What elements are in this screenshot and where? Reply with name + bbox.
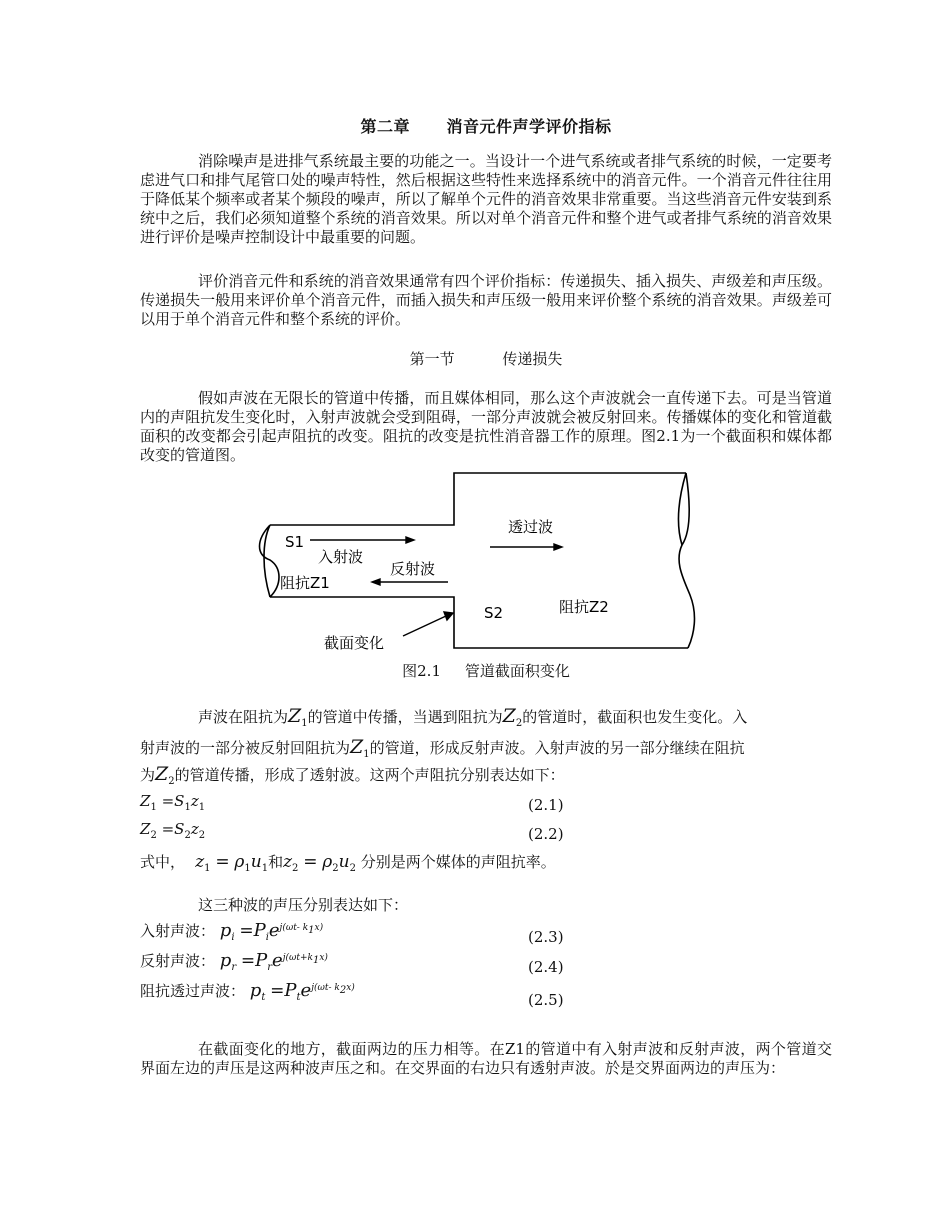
pipe-diagram — [258, 470, 698, 655]
equation-2-2: $Z_2 =S_2z_2$ — [140, 820, 206, 841]
label-z1: 阻抗Z1 — [280, 574, 330, 592]
equation-number-2-3: (2.3) — [528, 928, 564, 946]
p4-line-1: 声波在阻抗为$Z_1$的管道中传播，当遇到阻抗为$Z_2$的管道时，截面积也发生变化。入 — [198, 705, 748, 729]
paragraph-indicators: 评价消音元件和系统的消音效果通常有四个评价指标：传递损失、插入损失、声级差和声压级。传递损失一般用来评价单个消音元件，而插入损失和声压级一般用来评价整个系统的消音效果。声级差可以用于单个消音元件和整个系统的评价。 — [140, 272, 832, 328]
left-pipe-end — [260, 525, 280, 597]
right-pipe-end — [679, 473, 695, 648]
equation-2-1: $Z_1 =S_1z_1$ — [140, 792, 206, 813]
p5-line: 式中， $z_1 = \rho_1u_1$和$z_2 = \rho_2u_2$ 分别是两个媒体的声阻抗率。 — [140, 852, 556, 874]
label-incident-wave: 入射波 — [318, 548, 364, 566]
equation-number-2-5: (2.5) — [528, 991, 564, 1009]
paragraph-propagation: 假如声波在无限长的管道中传播，而且媒体相同，那么这个声波就会一直传递下去。可是当管道内的声阻抗发生变化时，入射声波就会受到阻碍，一部分声波就会被反射回来。传播媒体的变化和管道截面积的改变都会引起声阻抗的改变。阻抗的改变是抗性消音器工作的原理。图2.1为一个截面积和媒体都改变的管道图。 — [140, 389, 832, 464]
equation-number-2-2: (2.2) — [528, 825, 564, 843]
paragraph-interface: 在截面变化的地方，截面两边的压力相等。在Z1的管道中有入射声波和反射声波，两个管道交界面左边的声压是这两种波声压之和。在交界面的右边只有透射声波。於是交界面两边的声压为： — [140, 1040, 832, 1077]
equation-number-2-4: (2.4) — [528, 958, 564, 976]
equation-number-2-1: (2.1) — [528, 796, 564, 814]
p4-line-3: 为$Z_2$的管道传播，形成了透射波。这两个声阻抗分别表达如下： — [140, 763, 565, 787]
label-transmitted-wave: 透过波 — [508, 518, 554, 536]
figure-caption: 图2.1 管道截面积变化 — [402, 662, 570, 680]
equation-2-3: 入射声波： $p_i =P_ie^{j(\omega t- k_1x)}$ — [140, 920, 324, 943]
label-reflected-wave: 反射波 — [390, 560, 436, 578]
chapter-title: 第二章 消音元件声学评价指标 — [360, 117, 612, 136]
paragraph-pressures: 这三种波的声压分别表达如下： — [198, 896, 409, 914]
paragraph-intro: 消除噪声是进排气系统最主要的功能之一。当设计一个进气系统或者排气系统的时候，一定要考虑进气口和排气尾管口处的噪声特性，然后根据这些特性来选择系统中的消音元件。一个消音元件往往用于降低某个频率或者某个频段的噪声，所以了解单个元件的消音效果非常重要。当这些消音元件安装到系统中之后，我们必须知道整个系统的消音效果。所以对单个消音元件和整个进气或者排气系统的消音效果进行评价是噪声控制设计中最重要的问题。 — [140, 152, 832, 246]
label-s2: S2 — [484, 604, 504, 622]
equation-2-5: 阻抗透过声波： $p_t =P_te^{j(\omega t- k_2x)}$ — [140, 980, 355, 1003]
p4-line-2: 射声波的一部分被反射回阻抗为$Z_1$的管道，形成反射声波。入射声波的另一部分继续在阻抗 — [140, 736, 745, 760]
label-z2: 阻抗Z2 — [559, 598, 609, 616]
equation-2-4: 反射声波： $p_r =P_re^{j(\omega t+k_1x)}$ — [140, 950, 328, 973]
label-s1: S1 — [285, 533, 305, 551]
label-section-change: 截面变化 — [324, 634, 385, 652]
section-heading: 第一节 传递损失 — [409, 350, 563, 368]
